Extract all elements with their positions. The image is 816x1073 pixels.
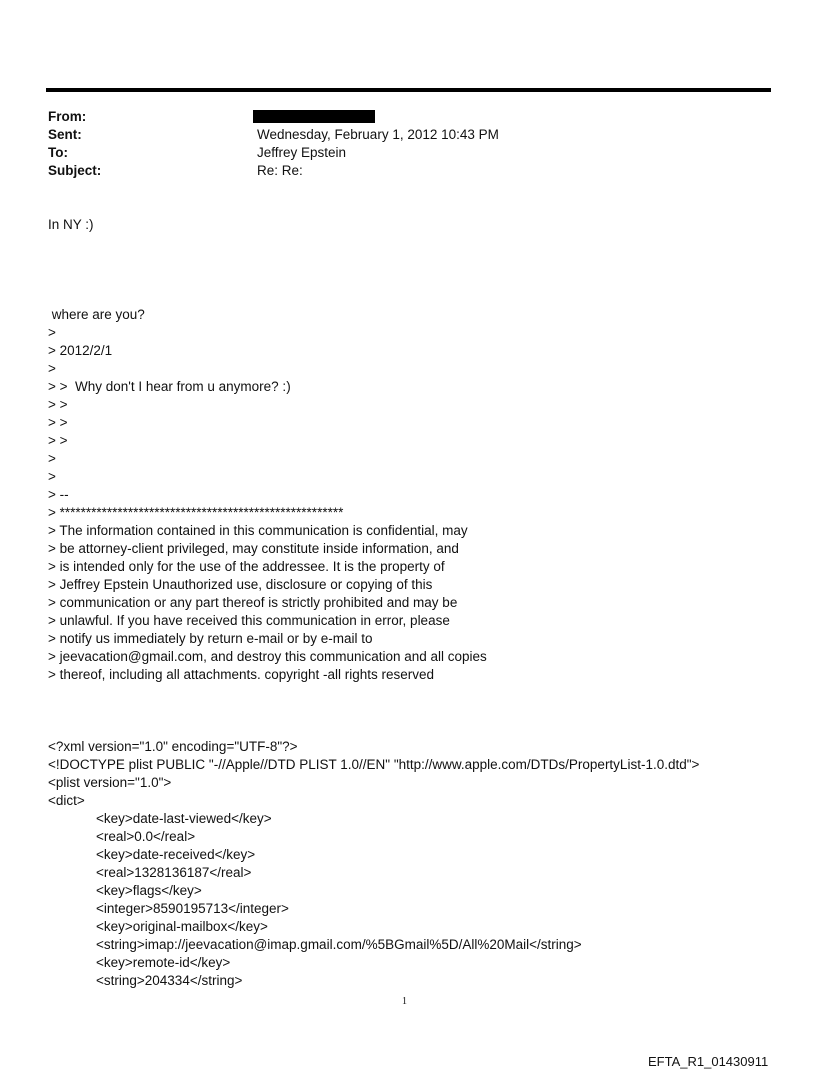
to-value: Jeffrey Epstein (257, 145, 347, 160)
page-number: 1 (402, 996, 407, 1007)
from-label: From: (48, 109, 87, 124)
quoted-line: > (48, 361, 56, 376)
quoted-line: > be attorney-client privileged, may constitute inside information, and (48, 541, 459, 556)
subject-label: Subject: (48, 163, 102, 178)
quoted-line: where are you? (48, 307, 145, 322)
subject-value: Re: Re: (257, 163, 303, 178)
xml-dict-line: <string>204334</string> (96, 973, 243, 988)
quoted-line: > ****************************************************** (48, 505, 344, 520)
quoted-line: > > (48, 397, 68, 412)
header-rule (46, 88, 771, 92)
quoted-line: > > (48, 415, 68, 430)
xml-line: <plist version="1.0"> (48, 775, 172, 790)
xml-dict-line: <string>imap://jeevacation@imap.gmail.com/%5BGmail%5D/All%20Mail</string> (96, 937, 582, 952)
redaction-bar (253, 110, 375, 123)
xml-dict-line: <real>0.0</real> (96, 829, 196, 844)
xml-dict-line: <key>date-received</key> (96, 847, 256, 862)
xml-dict-line: <key>flags</key> (96, 883, 202, 898)
quoted-line: > -- (48, 487, 69, 502)
quoted-line: > (48, 451, 56, 466)
quoted-line: > unlawful. If you have received this communication in error, please (48, 613, 450, 628)
quoted-line: > (48, 469, 56, 484)
quoted-line: > The information contained in this communication is confidential, may (48, 523, 468, 538)
quoted-line: > communication or any part thereof is strictly prohibited and may be (48, 595, 458, 610)
quoted-line: > (48, 325, 56, 340)
xml-line: <!DOCTYPE plist PUBLIC "-//Apple//DTD PLIST 1.0//EN" "http://www.apple.com/DTDs/PropertyList-1.0.dtd"> (48, 757, 700, 772)
sent-label: Sent: (48, 127, 82, 142)
xml-dict-line: <real>1328136187</real> (96, 865, 252, 880)
quoted-line: > 2012/2/1 (48, 343, 113, 358)
xml-line: <?xml version="1.0" encoding="UTF-8"?> (48, 739, 298, 754)
xml-dict-line: <key>date-last-viewed</key> (96, 811, 272, 826)
document-id: EFTA_R1_01430911 (648, 1054, 769, 1069)
quoted-line: > thereof, including all attachments. copyright -all rights reserved (48, 667, 435, 682)
quoted-line: > > Why don't I hear from u anymore? :) (48, 379, 291, 394)
xml-line: <dict> (48, 793, 85, 808)
xml-dict-line: <key>original-mailbox</key> (96, 919, 268, 934)
quoted-line: > jeevacation@gmail.com, and destroy this communication and all copies (48, 649, 487, 664)
quoted-line: > is intended only for the use of the addressee. It is the property of (48, 559, 445, 574)
to-label: To: (48, 145, 68, 160)
reply-text: In NY :) (48, 217, 94, 232)
xml-dict-line: <key>remote-id</key> (96, 955, 231, 970)
sent-value: Wednesday, February 1, 2012 10:43 PM (257, 127, 499, 142)
xml-dict-line: <integer>8590195713</integer> (96, 901, 289, 916)
quoted-line: > notify us immediately by return e-mail or by e-mail to (48, 631, 373, 646)
quoted-line: > Jeffrey Epstein Unauthorized use, disclosure or copying of this (48, 577, 433, 592)
quoted-line: > > (48, 433, 68, 448)
